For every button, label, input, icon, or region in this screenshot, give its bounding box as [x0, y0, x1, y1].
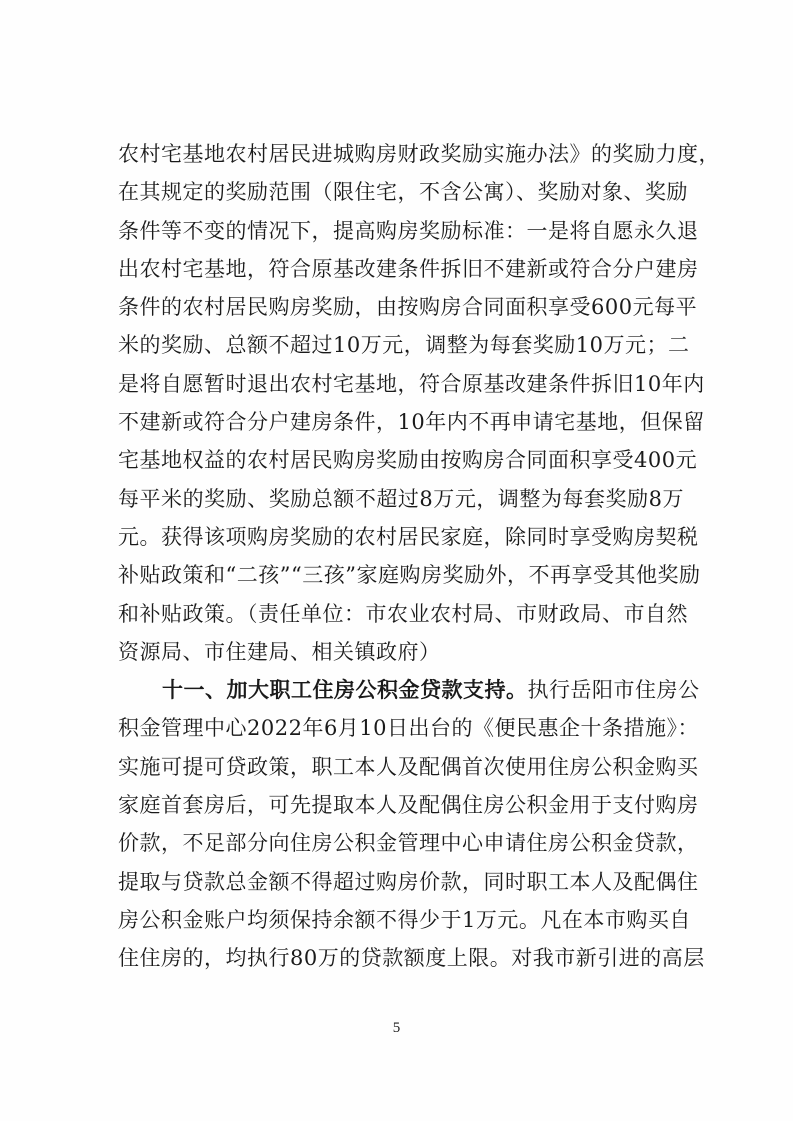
text-line: 出农村宅基地，符合原基改建条件拆旧不建新或符合分户建房	[118, 256, 699, 281]
text-line: 在其规定的奖励范围（限住宅，不含公寓）、奖励对象、奖励	[118, 180, 688, 205]
section-heading-line	[118, 671, 700, 709]
page-number: 5	[392, 1020, 401, 1036]
text-line: 和补贴政策。（责任单位：市农业农村局、市财政局、市自然	[118, 601, 688, 626]
section-heading-continuation: 执行岳阳市住房公	[527, 678, 700, 703]
text-line: 每平米的奖励、奖励总额不超过8万元，调整为每套奖励8万	[118, 486, 684, 511]
body-text	[118, 135, 720, 978]
section-heading: 十一、加大职工住房公积金贷款支持。	[162, 678, 528, 703]
text-line: 家庭首套房后，可先提取本人及配偶住房公积金用于支付购房	[118, 793, 699, 818]
text-line: 补贴政策和“二孩”“三孩”家庭购房奖励外，不再享受其他奖励	[118, 563, 701, 588]
text-line: 宅基地权益的农村居民购房奖励由按购房合同面积享受400元	[118, 448, 698, 473]
text-line: 是将自愿暂时退出农村宅基地，符合原基改建条件拆旧10年内	[118, 371, 705, 396]
text-line: 提取与贷款总金额不得超过购房价款，同时职工本人及配偶住	[118, 869, 699, 894]
text-line: 积金管理中心2022年6月10日出台的《便民惠企十条措施》：	[118, 716, 700, 741]
text-line: 实施可提可贷政策，职工本人及配偶首次使用住房公积金购买	[118, 754, 699, 779]
text-line: 条件的农村居民购房奖励，由按购房合同面积享受600元每平	[118, 295, 698, 320]
text-line: 资源局、市住建局、相关镇政府）	[118, 639, 441, 664]
text-line: 条件等不变的情况下，提高购房奖励标准：一是将自愿永久退	[118, 218, 699, 243]
text-line: 价款，不足部分向住房公积金管理中心申请住房公积金贷款，	[118, 831, 699, 856]
text-line: 米的奖励、总额不超过10万元，调整为每套奖励10万元；二	[118, 333, 690, 358]
text-line: 房公积金账户均须保持余额不得少于1万元。凡在本市购买自	[118, 907, 691, 932]
text-line: 农村宅基地农村居民进城购房财政奖励实施办法》的奖励力度，	[118, 142, 720, 166]
text-line: 元。获得该项购房奖励的农村居民家庭，除同时享受购房契税	[118, 524, 699, 549]
text-line: 不建新或符合分户建房条件，10年内不再申请宅基地，但保留	[118, 410, 705, 435]
text-line: 住住房的，均执行80万的贷款额度上限。对我市新引进的高层	[118, 946, 705, 971]
